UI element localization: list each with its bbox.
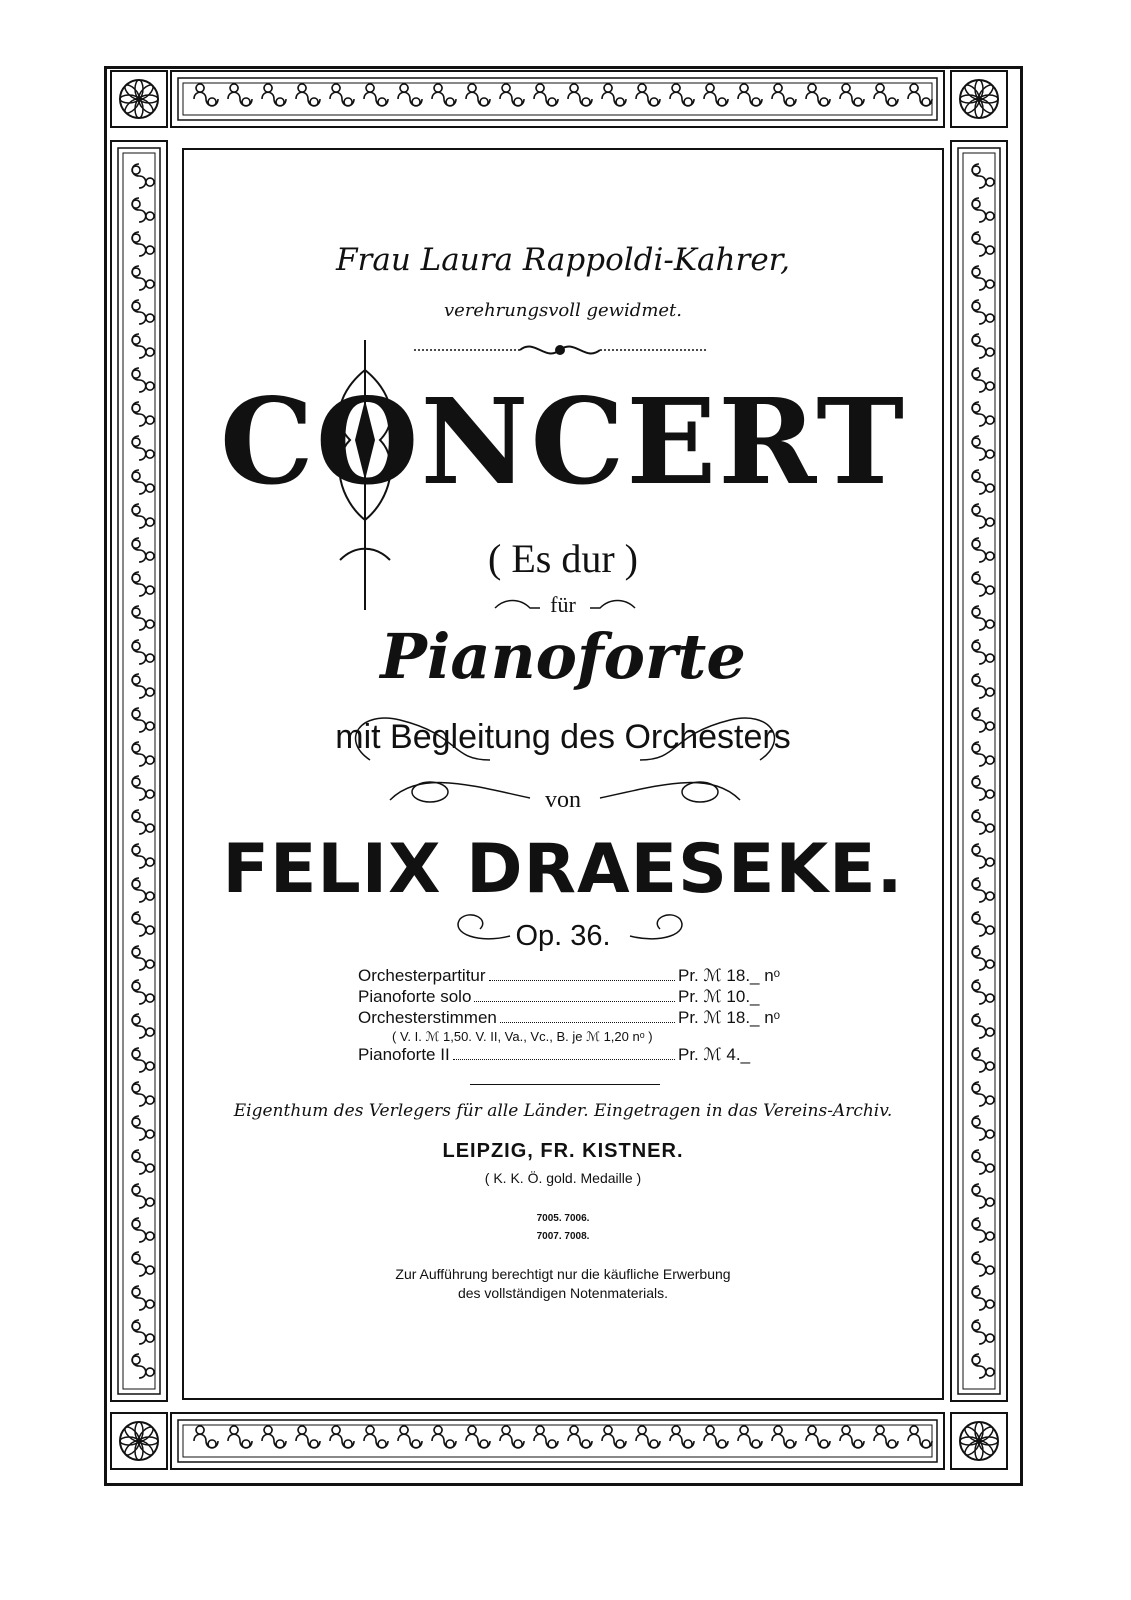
top-ornament-band bbox=[170, 70, 945, 128]
opus-number: Op. 36. bbox=[515, 920, 611, 952]
dot-leader bbox=[474, 1001, 675, 1002]
left-ornament-band bbox=[110, 140, 168, 1402]
publisher-name: LEIPZIG, FR. KISTNER. bbox=[442, 1140, 684, 1162]
medal-note: ( K. K. Ö. gold. Medaille ) bbox=[484, 1170, 642, 1186]
dot-leader bbox=[453, 1059, 675, 1060]
dedication-recipient: Frau Laura Rappoldi-Kahrer, bbox=[336, 242, 790, 278]
work-title: CONCERT bbox=[219, 372, 907, 511]
for-label: für bbox=[550, 592, 576, 617]
rights-line: des vollständigen Notenmaterials. bbox=[457, 1285, 669, 1301]
left-ornament-pattern bbox=[112, 142, 166, 1400]
rosette-top-right-icon bbox=[950, 70, 1008, 128]
price-list bbox=[358, 966, 781, 1066]
price-row bbox=[358, 987, 778, 1008]
price-item: Pianoforte solo bbox=[358, 987, 472, 1006]
price-item: Orchesterstimmen bbox=[358, 1008, 497, 1027]
accompaniment-line: mit Begleitung des Orchesters bbox=[335, 718, 791, 756]
right-ornament-band bbox=[950, 140, 1008, 1402]
price-row bbox=[358, 966, 781, 987]
top-ornament-pattern bbox=[172, 72, 943, 126]
bottom-ornament-band bbox=[170, 1412, 945, 1470]
dedication-flourish-icon bbox=[410, 336, 710, 364]
rosette-bottom-left-icon bbox=[110, 1412, 168, 1470]
rights-line: Zur Aufführung berechtigt nur die käufliche Erwerbung bbox=[395, 1266, 731, 1282]
price-value: Pr. ℳ 10._ bbox=[678, 987, 760, 1006]
key-signature: ( Es dur ) bbox=[488, 536, 638, 581]
price-value: Pr. ℳ 18._ nᵒ bbox=[678, 1008, 781, 1027]
plate-numbers bbox=[182, 1210, 944, 1246]
performance-rights-note bbox=[182, 1265, 944, 1303]
instrument-title: Pianoforte bbox=[380, 620, 746, 693]
dedication-phrase: verehrungsvoll gewidmet. bbox=[444, 300, 682, 321]
ownership-notice: Eigenthum des Verlegers für alle Länder. Eingetragen in das Vereins-Archiv. bbox=[233, 1101, 893, 1121]
price-row bbox=[358, 1008, 781, 1029]
dot-leader bbox=[489, 980, 675, 981]
rosette-top-left-icon bbox=[110, 70, 168, 128]
for-flourish-icon bbox=[490, 596, 640, 618]
price-value: Pr. ℳ 18._ nᵒ bbox=[678, 966, 781, 985]
by-label: von bbox=[545, 787, 581, 813]
price-item: Pianoforte II bbox=[358, 1045, 450, 1064]
price-row bbox=[358, 1045, 778, 1066]
bottom-ornament-pattern bbox=[172, 1414, 943, 1468]
rosette-bottom-right-icon bbox=[950, 1412, 1008, 1470]
plate-number-line: 7007. 7008. bbox=[536, 1231, 590, 1242]
price-value: Pr. ℳ 4._ bbox=[678, 1045, 751, 1064]
dot-leader bbox=[500, 1022, 675, 1023]
divider-rule bbox=[470, 1084, 660, 1085]
right-ornament-pattern bbox=[952, 142, 1006, 1400]
parts-price-note: ( V. I. ℳ 1,50. V. II, Va., Vc., B. je ℳ 1,20 nᵒ ) bbox=[392, 1029, 653, 1044]
plate-number-line: 7005. 7006. bbox=[536, 1213, 590, 1224]
composer-name: FELIX DRAESEKE. bbox=[222, 830, 904, 909]
price-item: Orchesterpartitur bbox=[358, 966, 486, 985]
